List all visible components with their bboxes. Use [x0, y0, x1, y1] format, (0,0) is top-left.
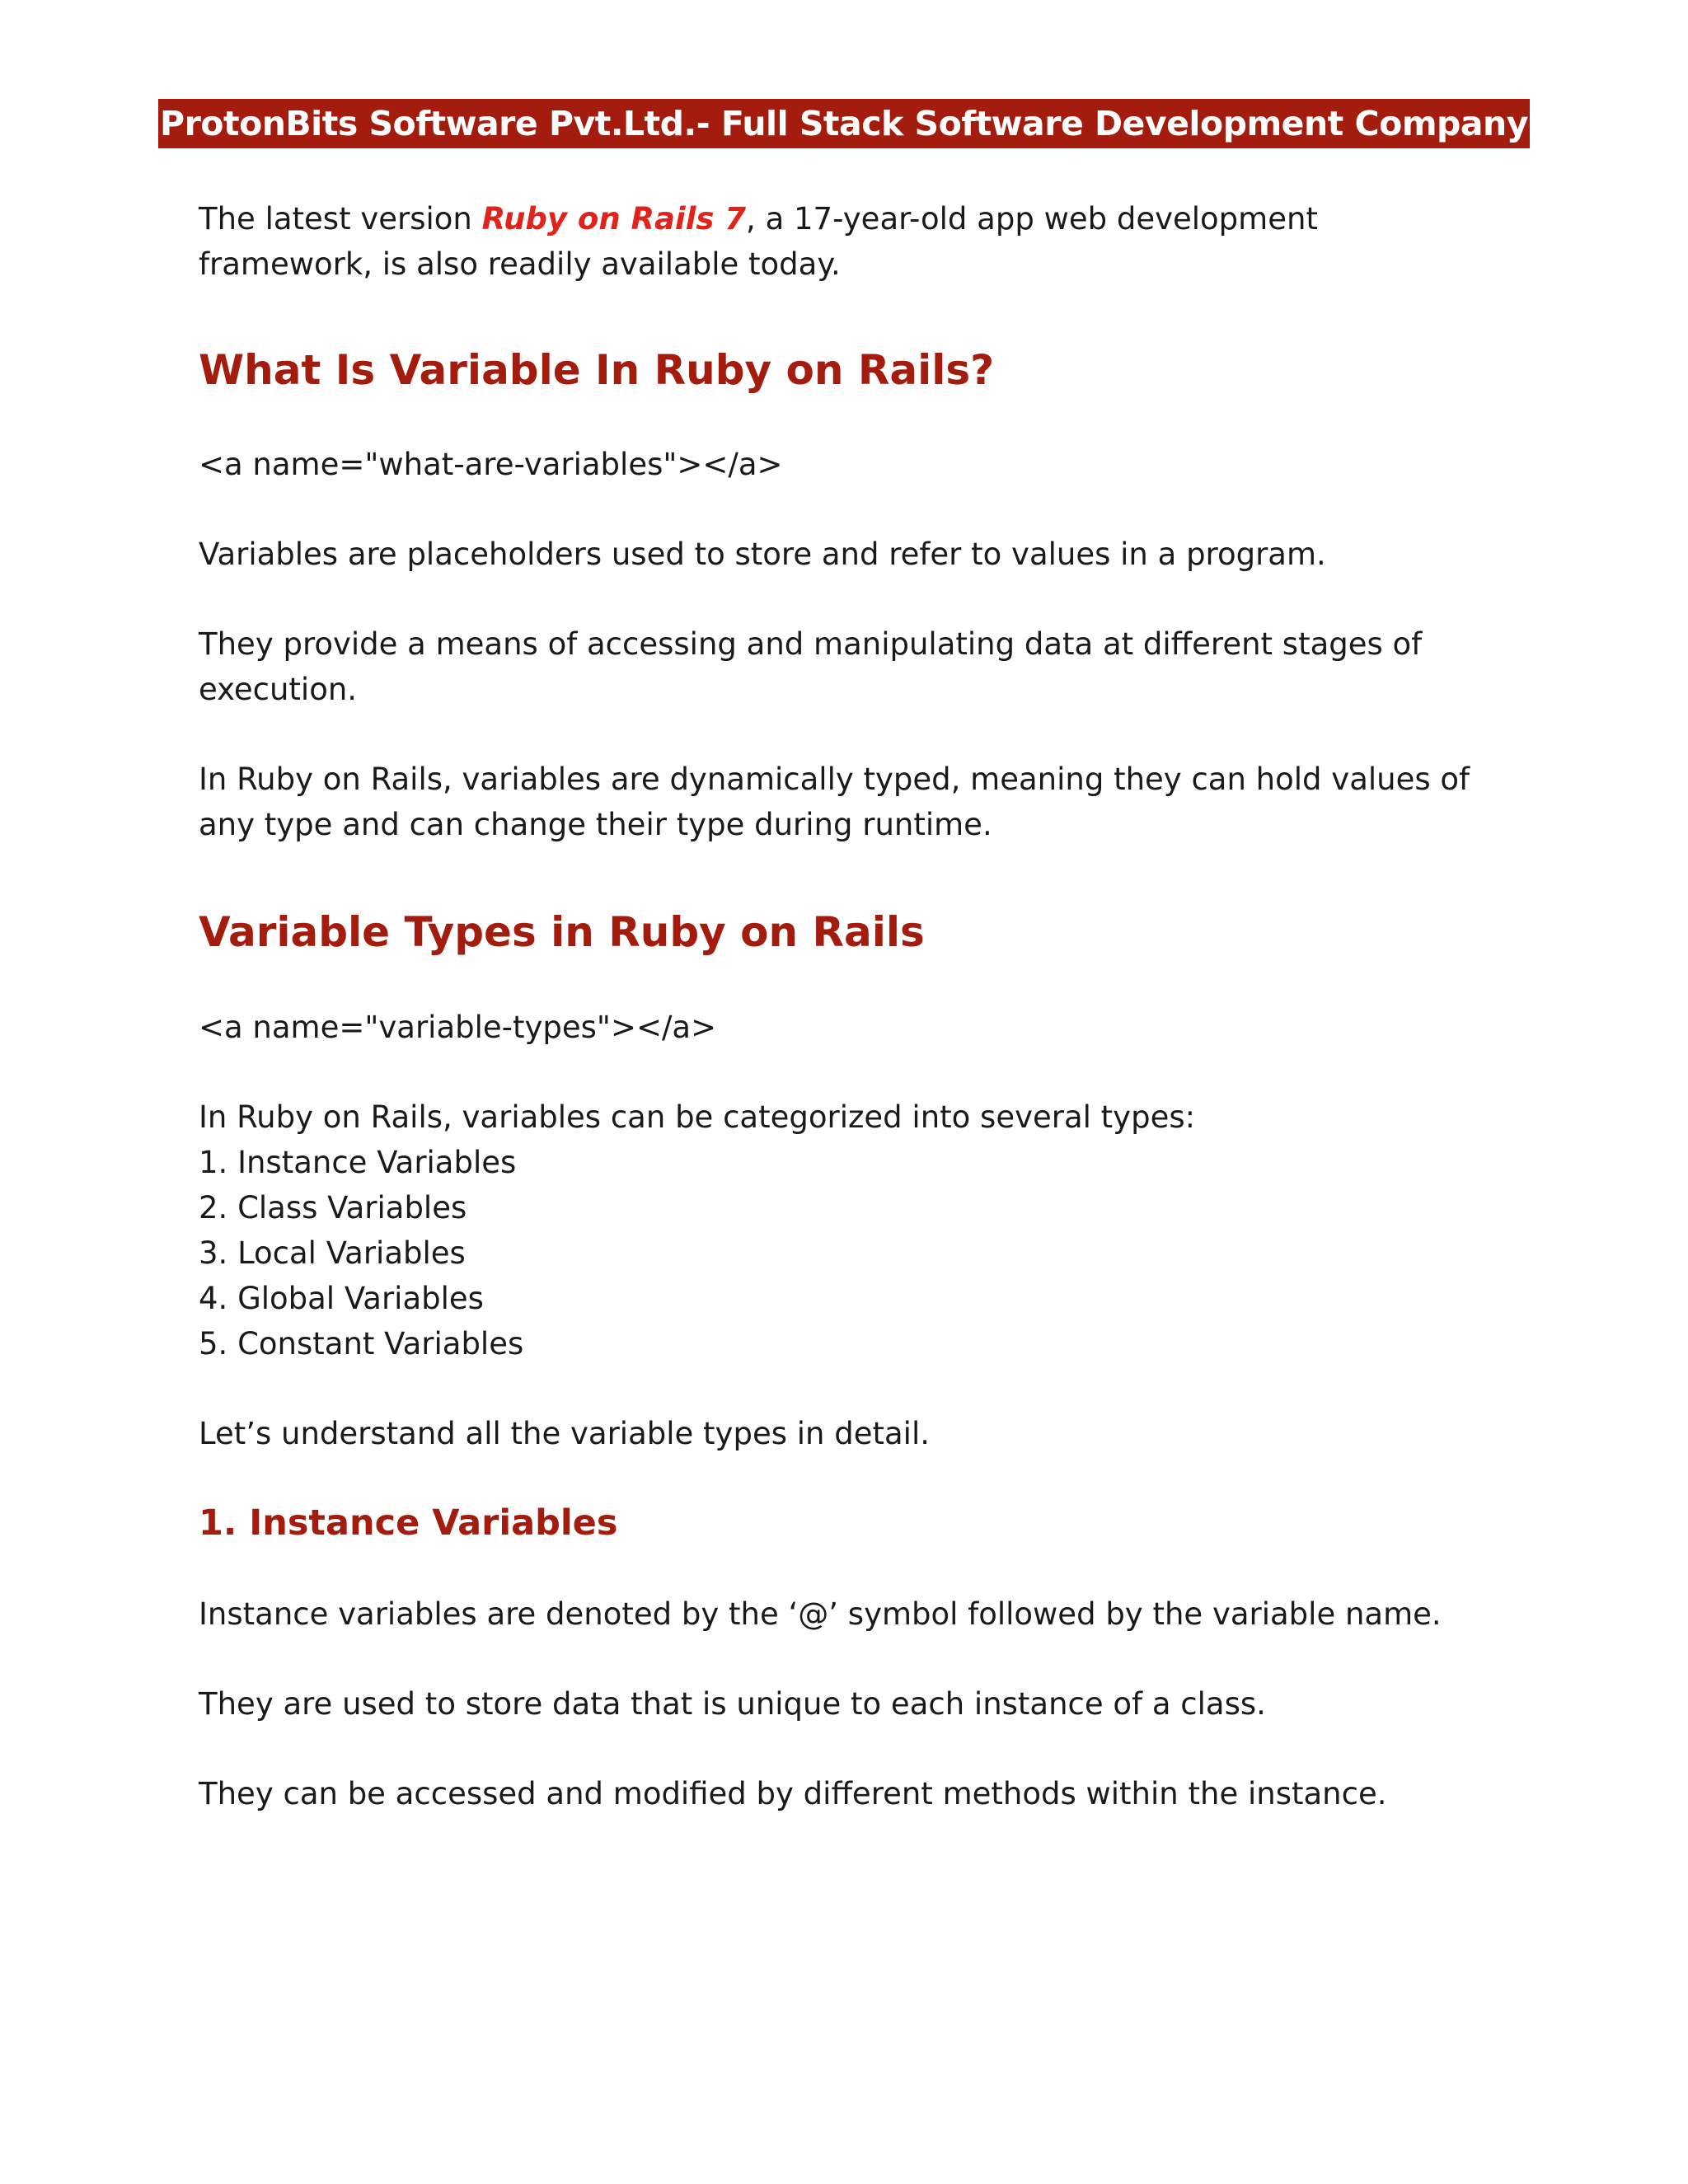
ruby-on-rails-7-link[interactable]: Ruby on Rails 7	[481, 201, 747, 237]
paragraph-instance-denotation: Instance variables are denoted by the ‘@’ symbol followed by the variable name.	[199, 1596, 1442, 1632]
paragraph-instance-purpose: They are used to store data that is unique to each instance of a class.	[199, 1686, 1266, 1722]
variable-types-list	[199, 1140, 1501, 1366]
intro-suffix: , a 17-year-old app web development framework, is also readily available today.	[199, 201, 1318, 282]
anchor-text-variable-types: <a name="variable-types"></a>	[199, 1010, 717, 1045]
company-banner: ProtonBits Software Pvt.Ltd.- Full Stack Software Development Company	[158, 99, 1530, 148]
section-heading-variable-types: Variable Types in Ruby on Rails	[199, 908, 925, 956]
paragraph-variables-purpose: They provide a means of accessing and manipulating data at different stages of execution.	[199, 626, 1423, 707]
article-body	[199, 196, 1501, 1816]
intro-paragraph	[199, 196, 1501, 287]
list-item: 5. Constant Variables	[199, 1326, 524, 1361]
list-item: 1. Instance Variables	[199, 1145, 517, 1180]
paragraph-dynamic-typing: In Ruby on Rails, variables are dynamically typed, meaning they can hold values of any type and can change their type during runtime.	[199, 762, 1470, 842]
paragraph-instance-access: They can be accessed and modified by different methods within the instance.	[199, 1776, 1387, 1811]
intro-prefix: The latest version	[199, 201, 482, 237]
paragraph-detail-intro: Let’s understand all the variable types in detail.	[199, 1416, 930, 1451]
list-item: 2. Class Variables	[199, 1190, 467, 1226]
paragraph-variables-definition: Variables are placeholders used to store and refer to values in a program.	[199, 537, 1326, 572]
subsection-heading-instance-variables: 1. Instance Variables	[199, 1502, 618, 1544]
paragraph-types-lead: In Ruby on Rails, variables can be categorized into several types:	[199, 1099, 1196, 1135]
list-item: 4. Global Variables	[199, 1281, 484, 1316]
anchor-text-what-are-variables: <a name="what-are-variables"></a>	[199, 447, 783, 482]
banner-wrapper	[0, 99, 1688, 148]
list-item: 3. Local Variables	[199, 1235, 466, 1271]
section-heading-what-is-variable: What Is Variable In Ruby on Rails?	[199, 346, 995, 394]
